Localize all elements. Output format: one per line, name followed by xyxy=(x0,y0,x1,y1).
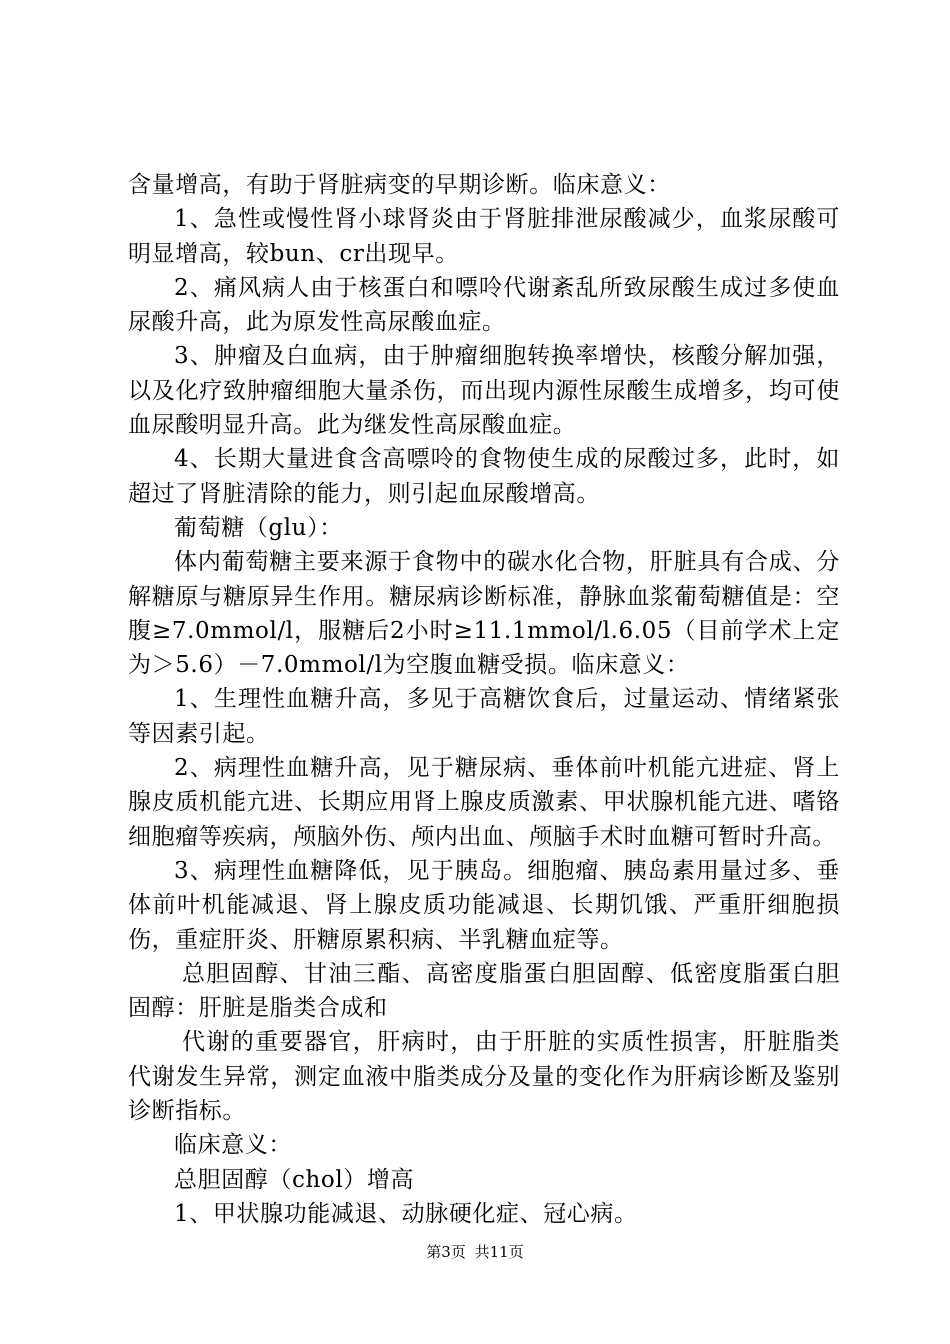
paragraph-glucose-3: 3、病理性血糖降低，见于胰岛。细胞瘤、胰岛素用量过多、垂体前叶机能减退、肾上腺皮质功能减退、长期饥饿、严重肝细胞损伤，重症肝炎、肝糖原累积病、半乳糖血症等。 xyxy=(128,857,840,953)
paragraph-uric-3: 3、肿瘤及白血病，由于肿瘤细胞转换率增快，核酸分解加强，以及化疗致肿瘤细胞大量杀伤，而出现内源性尿酸生成增多，均可使血尿酸明显升高。此为继发性高尿酸血症。 xyxy=(128,343,840,439)
paragraph-uric-1: 1、急性或慢性肾小球肾炎由于肾脏排泄尿酸减少，血浆尿酸可明显增高，较bun、cr出现早。 xyxy=(128,206,840,267)
paragraph-clinical-intro: 含量增高，有助于肾脏病变的早期诊断。临床意义： xyxy=(128,172,671,198)
paragraph-uric-4: 4、长期大量进食含高嘌呤的食物使生成的尿酸过多，此时，如超过了肾脏清除的能力，则引起血尿酸增高。 xyxy=(128,446,840,507)
paragraph-glucose-1: 1、生理性血糖升高，多见于高糖饮食后，过量运动、情绪紧张等因素引起。 xyxy=(128,686,840,747)
paragraph-lipids-heading: 总胆固醇、甘油三酯、高密度脂蛋白胆固醇、低密度脂蛋白胆固醇：肝脏是脂类合成和 xyxy=(128,960,840,1022)
document-body xyxy=(128,168,840,1231)
page-number: 第3页 xyxy=(426,1243,466,1261)
page-total: 共11页 xyxy=(474,1243,524,1261)
heading-glucose: 葡萄糖（glu）： xyxy=(174,514,343,541)
heading-total-cholesterol: 总胆固醇（chol）增高 xyxy=(174,1166,415,1193)
paragraph-uric-2: 2、痛风病人由于核蛋白和嘌呤代谢紊乱所致尿酸生成过多使血尿酸升高，此为原发性高尿酸血症。 xyxy=(128,274,840,336)
page-footer xyxy=(0,1241,950,1262)
heading-clinical-significance: 临床意义： xyxy=(174,1132,292,1159)
paragraph-chol-1: 1、甲状腺功能减退、动脉硬化症、冠心病。 xyxy=(174,1200,638,1227)
paragraph-lipids-intro: 代谢的重要器官，肝病时，由于肝脏的实质性损害，肝脏脂类代谢发生异常，测定血液中脂类成分及量的变化作为肝病诊断及鉴别诊断指标。 xyxy=(128,1029,840,1125)
paragraph-glucose-2: 2、病理性血糖升高，见于糖尿病、垂体前叶机能亢进症、肾上腺皮质机能亢进、长期应用肾上腺皮质激素、甲状腺机能亢进、嗜铬细胞瘤等疾病，颅脑外伤、颅内出血、颅脑手术时血糖可暂时升高。 xyxy=(128,755,840,850)
paragraph-glucose-intro: 体内葡萄糖主要来源于食物中的碳水化合物，肝脏具有合成、分解糖原与糖原异生作用。糖尿病诊断标准，静脉血浆葡萄糖值是：空腹≥7.0mmol/l，服糖后2小时≥11.1mmol/l.6.05（目前学术上定为＞5.6）－7.0mmol/l为空腹血糖受损。临床意义： xyxy=(128,549,840,679)
